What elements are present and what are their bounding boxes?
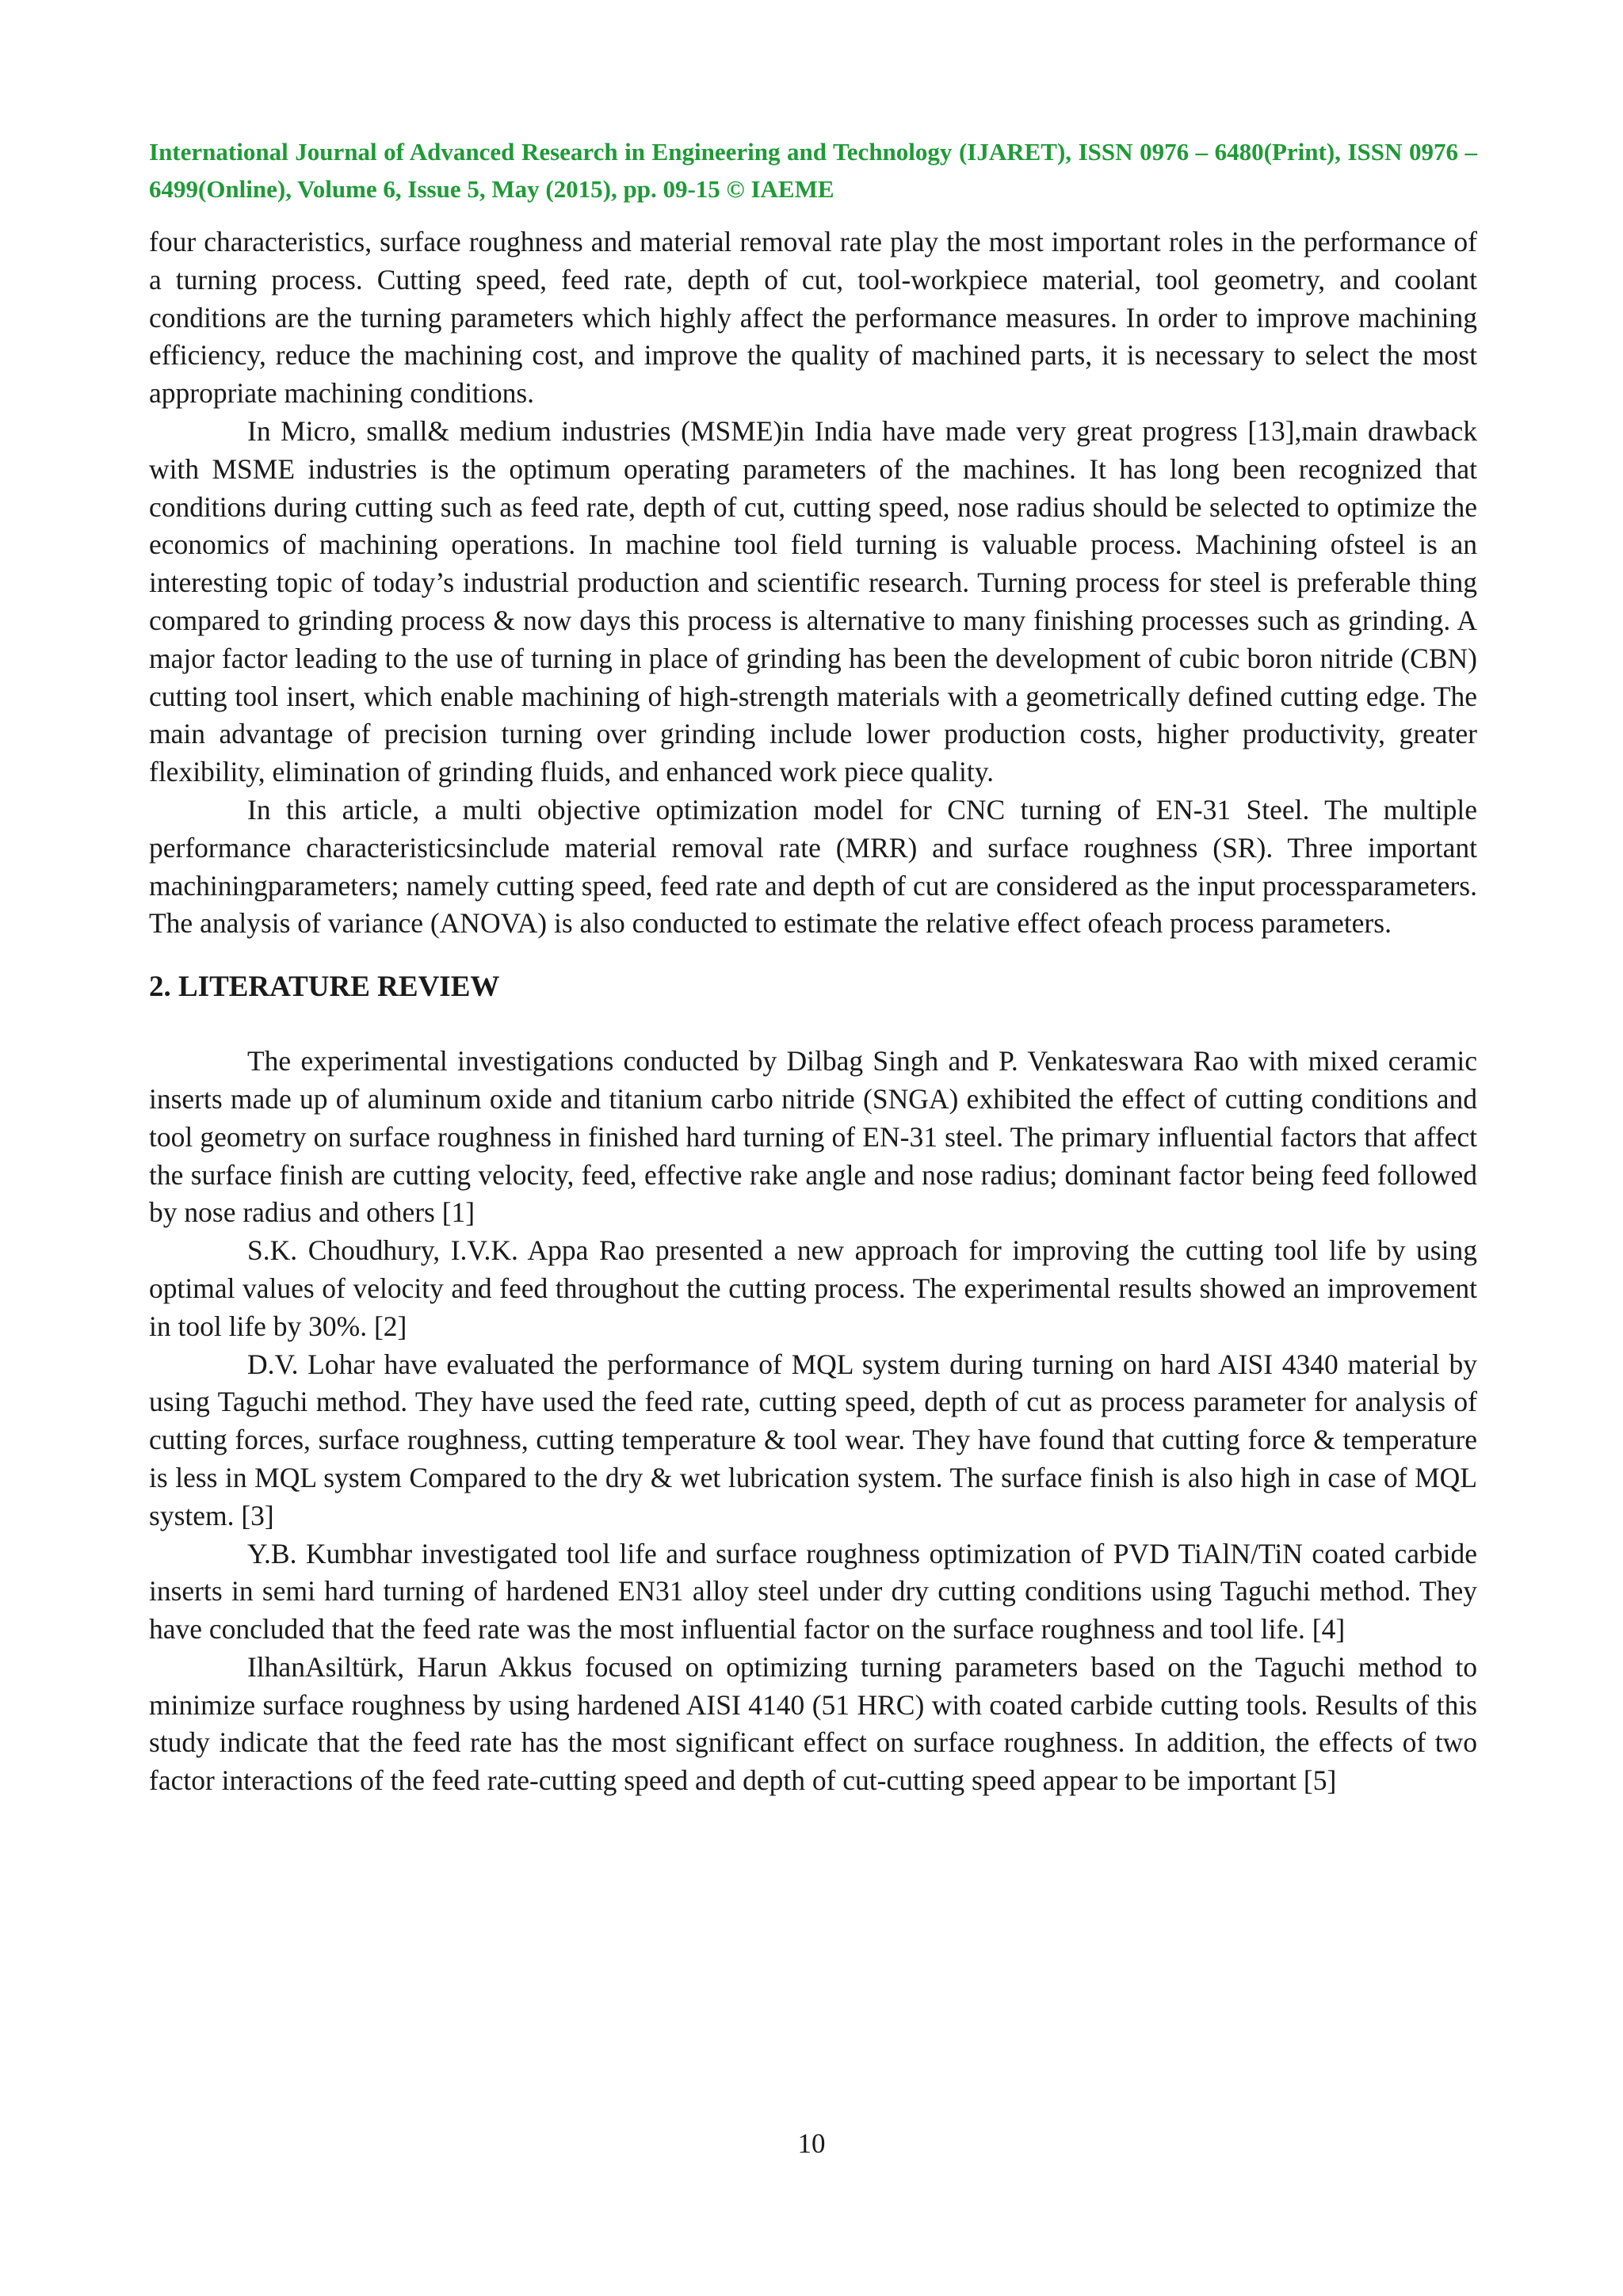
journal-citation-header: International Journal of Advanced Research in Engineering and Technology (IJARET), ISSN 0976 – 6480(Print), ISSN 0976 – 6499(Online), Volume 6, Issue 5, May (2015), pp. 09-15 © IAEME (149, 138, 1477, 203)
literature-review-heading: 2. LITERATURE REVIEW (149, 971, 500, 1004)
msme-paragraph: In Micro, small& medium industries (MSME)in India have made very great progress [13],main drawback with MSME industries is the optimum operating parameters of the machines. It has long been recognized that conditions during cutting such as feed rate, depth of cut, cutting speed, nose radius should be selected to optimize the economics of machining operations. In machine tool field turning is valuable process. Machining ofsteel is an interesting topic of today’s industrial production and scientific research. Turning process for steel is preferable thing compared to grinding process & now days this process is alternative to many finishing processes such as grinding. A major factor leading to the use of turning in place of grinding has been the development of cubic boron nitride (CBN) cutting tool insert, which enable machining of high-strength materials with a geometrically defined cutting edge. The main advantage of precision turning over grinding include lower production costs, higher productivity, greater flexibility, elimination of grinding fluids, and enhanced work piece quality. (149, 414, 1477, 788)
literature-paragraph: The experimental investigations conducted by Dilbag Singh and P. Venkateswara Rao with mixed ceramic inserts made up of aluminum oxide and titanium carbo nitride (SNGA) exhibited the effect of cutting conditions and tool geometry on surface roughness in finished hard turning of EN-31 steel. The primary influential factors that affect the surface finish are cutting velocity, feed, effective rake angle and nose radius; dominant factor being feed followed by nose radius and others [1] (149, 1045, 1477, 1229)
literature-paragraph: D.V. Lohar have evaluated the performance of MQL system during turning on hard AISI 4340 material by using Taguchi method. They have used the feed rate, cutting speed, depth of cut as process parameter for analysis of cutting forces, surface roughness, cutting temperature & tool wear. They have found that cutting force & temperature is less in MQL system Compared to the dry & wet lubrication system. The surface finish is also high in case of MQL system. [3] (149, 1348, 1477, 1531)
literature-paragraph: IlhanAsiltürk, Harun Akkus focused on optimizing turning parameters based on the Taguchi method to minimize surface roughness by using hardened AISI 4140 (51 HRC) with coated carbide cutting tools. Results of this study indicate that the feed rate has the most significant effect on surface roughness. In addition, the effects of two factor interactions of the feed rate-cutting speed and depth of cut-cutting speed appear to be important [5] (149, 1650, 1477, 1797)
page-content (149, 133, 1477, 1800)
literature-paragraph: S.K. Choudhury, I.V.K. Appa Rao presented a new approach for improving the cutting tool life by using optimal values of velocity and feed throughout the cutting process. The experimental results showed an improvement in tool life by 30%. [2] (149, 1234, 1477, 1342)
article-scope-paragraph: In this article, a multi objective optimization model for CNC turning of EN-31 Steel. The multiple performance characteristicsinclude material removal rate (MRR) and surface roughness (SR). Three important machiningparameters; namely cutting speed, feed rate and depth of cut are considered as the input processparameters. The analysis of variance (ANOVA) is also conducted to estimate the relative effect ofeach process parameters. (149, 793, 1477, 940)
intro-continuation-paragraph: four characteristics, surface roughness and material removal rate play the most important roles in the performance of a turning process. Cutting speed, feed rate, depth of cut, tool-workpiece material, tool geometry, and coolant conditions are the turning parameters which highly affect the performance measures. In order to improve machining efficiency, reduce the machining cost, and improve the quality of machined parts, it is necessary to select the most appropriate machining conditions. (149, 226, 1477, 410)
page-number: 10 (797, 2128, 826, 2159)
literature-review-body (149, 1043, 1477, 1800)
literature-paragraph: Y.B. Kumbhar investigated tool life and surface roughness optimization of PVD TiAlN/TiN coated carbide inserts in semi hard turning of hardened EN31 alloy steel under dry cutting conditions using Taguchi method. They have concluded that the feed rate was the most influential factor on the surface roughness and tool life. [4] (149, 1537, 1477, 1646)
